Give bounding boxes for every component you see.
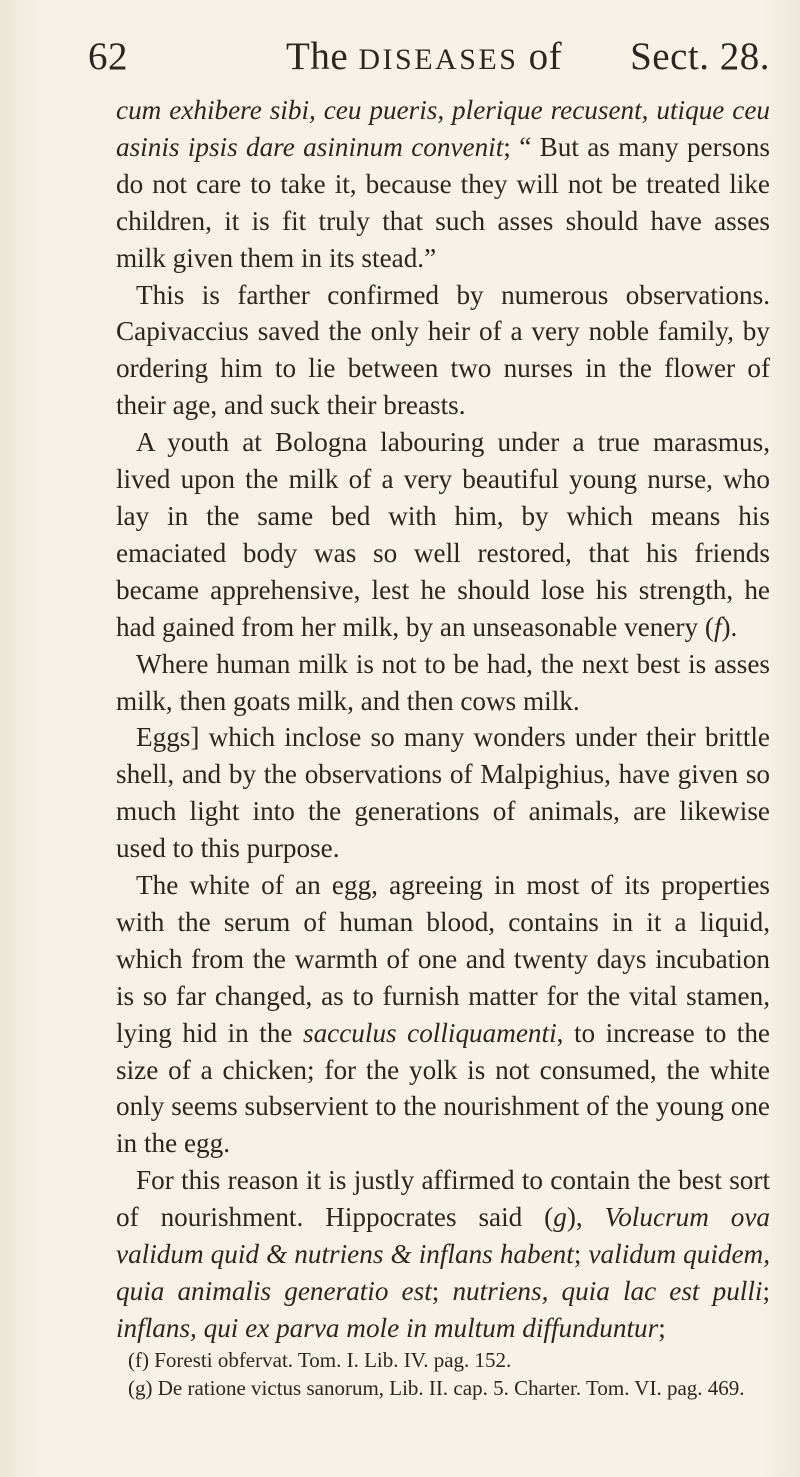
text-run: ).: [721, 611, 738, 642]
italic-text: nutriens, quia lac est pulli: [452, 1276, 763, 1306]
text-run: ;: [762, 1276, 771, 1306]
text-run: ;: [658, 1312, 666, 1343]
italic-text: cum exhibere sibi, ceu pueris, plerique recusent, utique ceu asinis ipsis dare asininum convenit: [116, 95, 770, 162]
footnote-marker: (f): [128, 1348, 149, 1372]
paragraph-p6: [116, 867, 770, 1162]
footnote: [116, 1374, 770, 1402]
section-label: Sect. 28.: [630, 35, 770, 78]
text-run: ;: [431, 1276, 453, 1306]
italic-text: sacculus colliquamenti: [303, 1017, 557, 1048]
running-title: [286, 34, 562, 79]
text-run: Where human milk is not to be had, the next best is asses milk, then goats milk, and then cows milk.: [116, 648, 770, 716]
title-caps: DISEASES: [358, 43, 519, 76]
title-prefix: The: [286, 35, 359, 78]
running-header: [88, 34, 770, 86]
body-text: [116, 92, 770, 1347]
text-run: This is farther confirmed by numerous observations. Capivaccius saved the only heir of a very noble family, by ordering him to lie between two nurses in the flower of their age, and suck their breasts.: [116, 279, 770, 421]
text-run: , to increase to the size of a chicken; for the yolk is not consumed, the white only seems subservient to the nourishment of the young one in the egg.: [116, 1017, 770, 1159]
footnote-marker: (g): [128, 1376, 153, 1400]
text-run: For this reason it is justly affirmed to contain the best sort of nourishment. Hippocrates said (: [116, 1165, 770, 1233]
paragraph-p2: [116, 277, 770, 425]
paragraph-p7: [116, 1162, 770, 1347]
text-run: The white of an egg, agreeing in most of its properties with the serum of human blood, contains in it a liquid, which from the warmth of one and twenty days incubation is so far changed, as to furnish matter for the vital stamen, lying hid in the: [116, 870, 770, 1048]
paragraph-p3: [116, 424, 770, 645]
title-of: of: [518, 35, 563, 78]
paragraph-p1: [116, 92, 770, 277]
footnote-text: Foresti obfervat. Tom. I. Lib. IV. pag. 152.: [154, 1348, 512, 1372]
text-run: A youth at Bologna labouring under a true marasmus, lived upon the milk of a very beautiful young nurse, who lay in the same bed with him, by which means his emaciated body was so well restored, that his friends became apprehensive, lest he should lose his strength, he had gained from her milk, by an unseasonable venery (: [116, 427, 770, 642]
paragraph-p4: [116, 646, 770, 720]
text-run: ),: [566, 1202, 605, 1233]
text-run: Eggs] which inclose so many wonders under their brittle shell, and by the observations of Malpighius, have given so much light into the generations of animals, are likewise used to this purpose.: [116, 722, 770, 864]
text-run: ; “ But as many persons do not care to take it, because they will not be treated like children, it is fit truly that such asses should have asses milk given them in its stead.”: [116, 131, 771, 273]
text-run: ;: [573, 1239, 589, 1270]
italic-text: g: [553, 1202, 567, 1233]
footnote: [116, 1346, 770, 1374]
paragraph-p5: [116, 719, 770, 867]
italic-text: f: [713, 611, 722, 642]
footnote-text: De ratione victus sanorum, Lib. II. cap. 5. Charter. Tom. VI. pag. 469.: [157, 1376, 745, 1400]
italic-text: validum quidem, quia animalis generatio est: [116, 1239, 770, 1306]
italic-text: Volucrum ova validum quid & nutriens & inflans habent: [116, 1202, 771, 1270]
footnotes: [116, 1346, 770, 1402]
page-number: 62: [88, 35, 128, 78]
italic-text: inflans, qui ex parva mole in multum diffunduntur: [116, 1312, 659, 1343]
